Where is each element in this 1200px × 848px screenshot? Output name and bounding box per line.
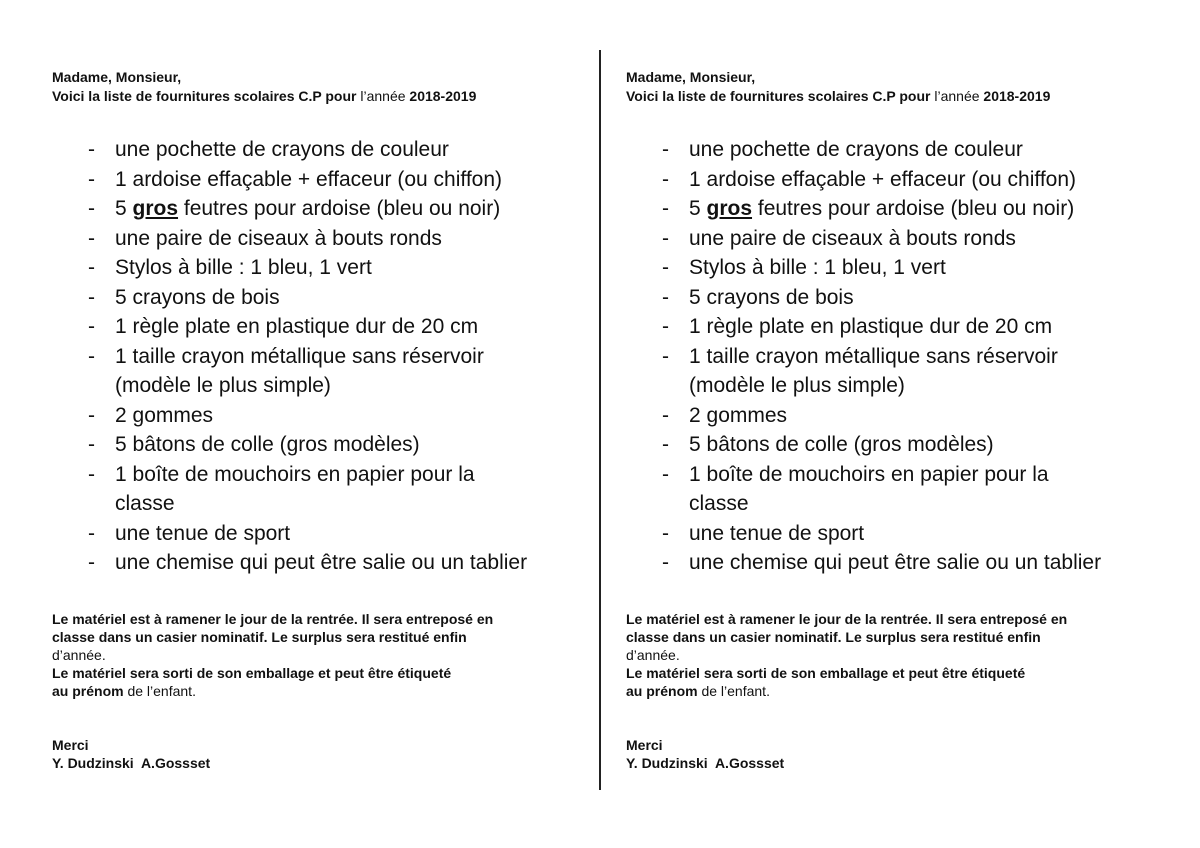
- list-item: [52, 548, 527, 578]
- list-item: [52, 194, 527, 224]
- item-text: 5 crayons de bois: [689, 285, 854, 309]
- note-line: Le matériel sera sorti de son emballage et peut être étiqueté: [626, 665, 1026, 681]
- dash: -: [88, 551, 95, 574]
- item-text: 2 gommes: [115, 403, 214, 427]
- item-text: 1 ardoise effaçable + effaceur (ou chiffon): [689, 167, 1077, 191]
- salutation: Madame, Monsieur,: [52, 69, 182, 85]
- note-line: d’année.: [626, 647, 680, 663]
- dash: -: [88, 433, 95, 456]
- notes-block: [52, 610, 493, 700]
- list-item: [52, 312, 527, 342]
- note-line: classe dans un casier nominatif. Le surplus sera restitué enfin: [626, 629, 1041, 645]
- item-emphasis: gros: [132, 197, 179, 220]
- item-text: 5 bâtons de colle (gros modèles): [689, 433, 994, 456]
- dash: -: [662, 551, 669, 574]
- dash: -: [88, 462, 95, 486]
- item-text: 1 règle plate en plastique dur de 20 cm: [115, 315, 479, 338]
- item-text: une tenue de sport: [115, 521, 291, 545]
- item-text: feutres pour ardoise (bleu ou noir): [752, 197, 1075, 220]
- dash: -: [88, 167, 95, 191]
- item-text: 5 bâtons de colle (gros modèles): [115, 433, 420, 456]
- item-text: 1 règle plate en plastique dur de 20 cm: [689, 315, 1053, 338]
- dash: -: [88, 285, 95, 309]
- note-light: de l’enfant.: [123, 683, 196, 699]
- thanks-text: Merci: [52, 737, 89, 753]
- dash: -: [662, 344, 669, 368]
- dash: -: [88, 315, 95, 338]
- list-item: [52, 460, 527, 519]
- list-item: [52, 135, 527, 165]
- greeting-block: [52, 68, 476, 106]
- list-item: [626, 283, 1101, 313]
- item-text: classe: [689, 492, 749, 515]
- signature-block: [52, 736, 210, 772]
- item-text: une paire de ciseaux à bouts ronds: [115, 226, 442, 250]
- item-text: 1 ardoise effaçable + effaceur (ou chiffon): [115, 167, 503, 191]
- note-light: de l’enfant.: [697, 683, 770, 699]
- dash: -: [662, 167, 669, 191]
- right-copy: [626, 0, 1186, 848]
- list-item: [52, 430, 527, 460]
- dash: -: [662, 197, 669, 220]
- dash: -: [662, 433, 669, 456]
- dash: -: [662, 462, 669, 486]
- note-line: classe dans un casier nominatif. Le surplus sera restitué enfin: [52, 629, 467, 645]
- supply-list: [626, 135, 1101, 578]
- note-line: Le matériel est à ramener le jour de la rentrée. Il sera entreposé en: [52, 611, 494, 627]
- item-text: classe: [115, 492, 175, 515]
- intro-light: l’année: [356, 88, 410, 104]
- list-item: [52, 283, 527, 313]
- list-item: [52, 165, 527, 195]
- item-text: 2 gommes: [689, 403, 788, 427]
- supply-list: [52, 135, 527, 578]
- dash: -: [88, 344, 95, 368]
- item-text: une paire de ciseaux à bouts ronds: [689, 226, 1016, 250]
- item-text: 1 taille crayon métallique sans réservoir: [689, 344, 1058, 368]
- dash: -: [88, 521, 95, 545]
- intro-year: 2018-2019: [409, 88, 477, 104]
- list-item: [52, 224, 527, 254]
- dash: -: [662, 256, 669, 279]
- notes-block: [626, 610, 1067, 700]
- item-text: une chemise qui peut être salie ou un tablier: [689, 551, 1102, 574]
- dash: -: [88, 403, 95, 427]
- signature-block: [626, 736, 784, 772]
- list-item: [52, 401, 527, 431]
- item-text: une tenue de sport: [689, 521, 865, 545]
- item-text: une chemise qui peut être salie ou un tablier: [115, 551, 528, 574]
- list-item: [626, 519, 1101, 549]
- dash: -: [88, 226, 95, 250]
- list-item: [626, 194, 1101, 224]
- list-item: [52, 519, 527, 549]
- intro-line: [52, 87, 476, 106]
- left-copy: [52, 0, 612, 848]
- intro-bold: Voici la liste de fournitures scolaires C.P pour: [626, 88, 931, 104]
- list-item: [626, 253, 1101, 283]
- list-item: [626, 401, 1101, 431]
- intro-year: 2018-2019: [983, 88, 1051, 104]
- dash: -: [88, 256, 95, 279]
- dash: -: [662, 315, 669, 338]
- intro-light: l’année: [930, 88, 984, 104]
- dash: -: [662, 285, 669, 309]
- item-text: 5: [689, 197, 707, 220]
- note-line: Le matériel sera sorti de son emballage et peut être étiqueté: [52, 665, 452, 681]
- dash: -: [88, 197, 95, 220]
- list-item: [626, 224, 1101, 254]
- thanks-text: Merci: [626, 737, 663, 753]
- note-line: Le matériel est à ramener le jour de la rentrée. Il sera entreposé en: [626, 611, 1068, 627]
- item-text: 1 taille crayon métallique sans réservoir: [115, 344, 484, 368]
- intro-bold: Voici la liste de fournitures scolaires C.P pour: [52, 88, 357, 104]
- item-text: une pochette de crayons de couleur: [689, 138, 1023, 161]
- note-line: [52, 682, 493, 700]
- dash: -: [88, 138, 95, 161]
- item-text: 1 boîte de mouchoirs en papier pour la: [689, 462, 1049, 486]
- dash: -: [662, 226, 669, 250]
- signature-names: Y. Dudzinski A.Gossset: [52, 755, 211, 771]
- item-text: 5 crayons de bois: [115, 285, 280, 309]
- note-line: d’année.: [52, 647, 106, 663]
- list-item: [626, 165, 1101, 195]
- item-text: une pochette de crayons de couleur: [115, 138, 449, 161]
- list-item: [626, 548, 1101, 578]
- list-item: [626, 312, 1101, 342]
- note-bold: au prénom: [626, 683, 698, 699]
- list-item: [626, 342, 1101, 401]
- signature-names: Y. Dudzinski A.Gossset: [626, 755, 785, 771]
- list-item: [626, 460, 1101, 519]
- list-item: [626, 135, 1101, 165]
- salutation: Madame, Monsieur,: [626, 69, 756, 85]
- list-item: [52, 342, 527, 401]
- list-item: [52, 253, 527, 283]
- dash: -: [662, 403, 669, 427]
- dash: -: [662, 521, 669, 545]
- item-text: 1 boîte de mouchoirs en papier pour la: [115, 462, 475, 486]
- intro-line: [626, 87, 1050, 106]
- item-text: Stylos à bille : 1 bleu, 1 vert: [115, 256, 372, 279]
- dash: -: [662, 138, 669, 161]
- item-text: (modèle le plus simple): [689, 374, 905, 397]
- note-line: [626, 682, 1067, 700]
- item-text: (modèle le plus simple): [115, 374, 331, 397]
- item-emphasis: gros: [706, 197, 753, 220]
- item-text: 5: [115, 197, 133, 220]
- list-item: [626, 430, 1101, 460]
- item-text: Stylos à bille : 1 bleu, 1 vert: [689, 256, 946, 279]
- note-bold: au prénom: [52, 683, 124, 699]
- item-text: feutres pour ardoise (bleu ou noir): [178, 197, 501, 220]
- greeting-block: [626, 68, 1050, 106]
